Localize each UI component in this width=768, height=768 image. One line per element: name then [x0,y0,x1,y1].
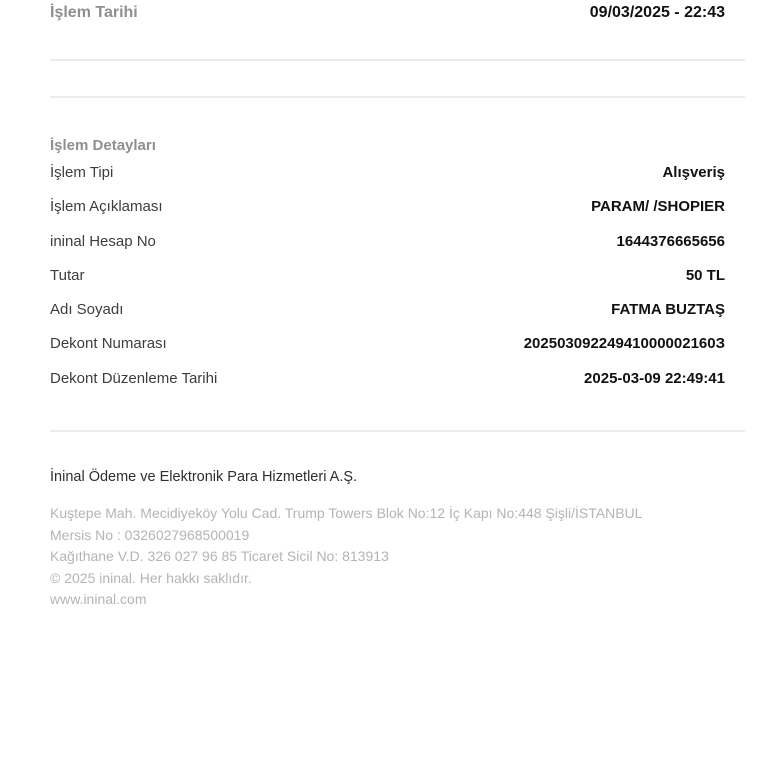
company-name: İninal Ödeme ve Elektronik Para Hizmetleri A.Ş. [50,469,358,485]
detail-row-amount [50,267,725,301]
detail-value: 20250309224941000002160З [523,335,725,353]
divider [50,59,745,61]
detail-row-receipt-date [50,370,725,404]
detail-label: İşlem Açıklaması [50,198,163,216]
detail-value: 50 TL [685,266,725,284]
detail-value: PARAM/ /SHOPIER [591,198,725,216]
footer-address: Kuştepe Mah. Mecidiyeköy Yolu Cad. Trump Towers Blok No:12 İç Kapı No:448 Şişli/İSTANBUL [50,505,643,521]
footer-copyright: © 2025 ininal. Her hakkı saklıdır. [50,569,252,586]
detail-row-receipt-no [50,335,725,369]
detail-row-description [50,198,725,232]
details-list [50,164,725,404]
detail-label: Tutar [50,266,85,284]
detail-label: Dekont Düzenleme Tarihi [50,369,218,387]
details-section-title: İşlem Detayları [50,137,156,154]
footer [50,503,642,611]
divider [50,96,745,98]
detail-value: FATMA BUZTAŞ [611,301,725,319]
detail-label: ininal Hesap No [50,232,156,250]
transaction-date-value: 09/03/2025 - 22:43 [589,4,725,21]
detail-value: 1644376665656 [616,232,725,250]
detail-value: Alışveriş [662,164,725,181]
footer-mersis: Mersis No : 0326027968500019 [50,526,250,543]
detail-row-account-no [50,233,725,267]
footer-tax-info: Kağıthane V.D. 326 027 96 85 Ticaret Sicil No: 813913 [50,548,389,565]
detail-label: Adı Soyadı [50,301,124,319]
divider [50,430,745,432]
detail-label: Dekont Numarası [50,335,167,353]
detail-label: İşlem Tipi [50,164,114,181]
detail-value: 2025-03-09 22:49:41 [584,369,725,387]
transaction-date-label: İşlem Tarihi [50,4,138,21]
transaction-date-row [50,4,725,22]
detail-row-name [50,301,725,335]
detail-row-type [50,164,725,198]
footer-website: www.ininal.com [50,591,147,608]
